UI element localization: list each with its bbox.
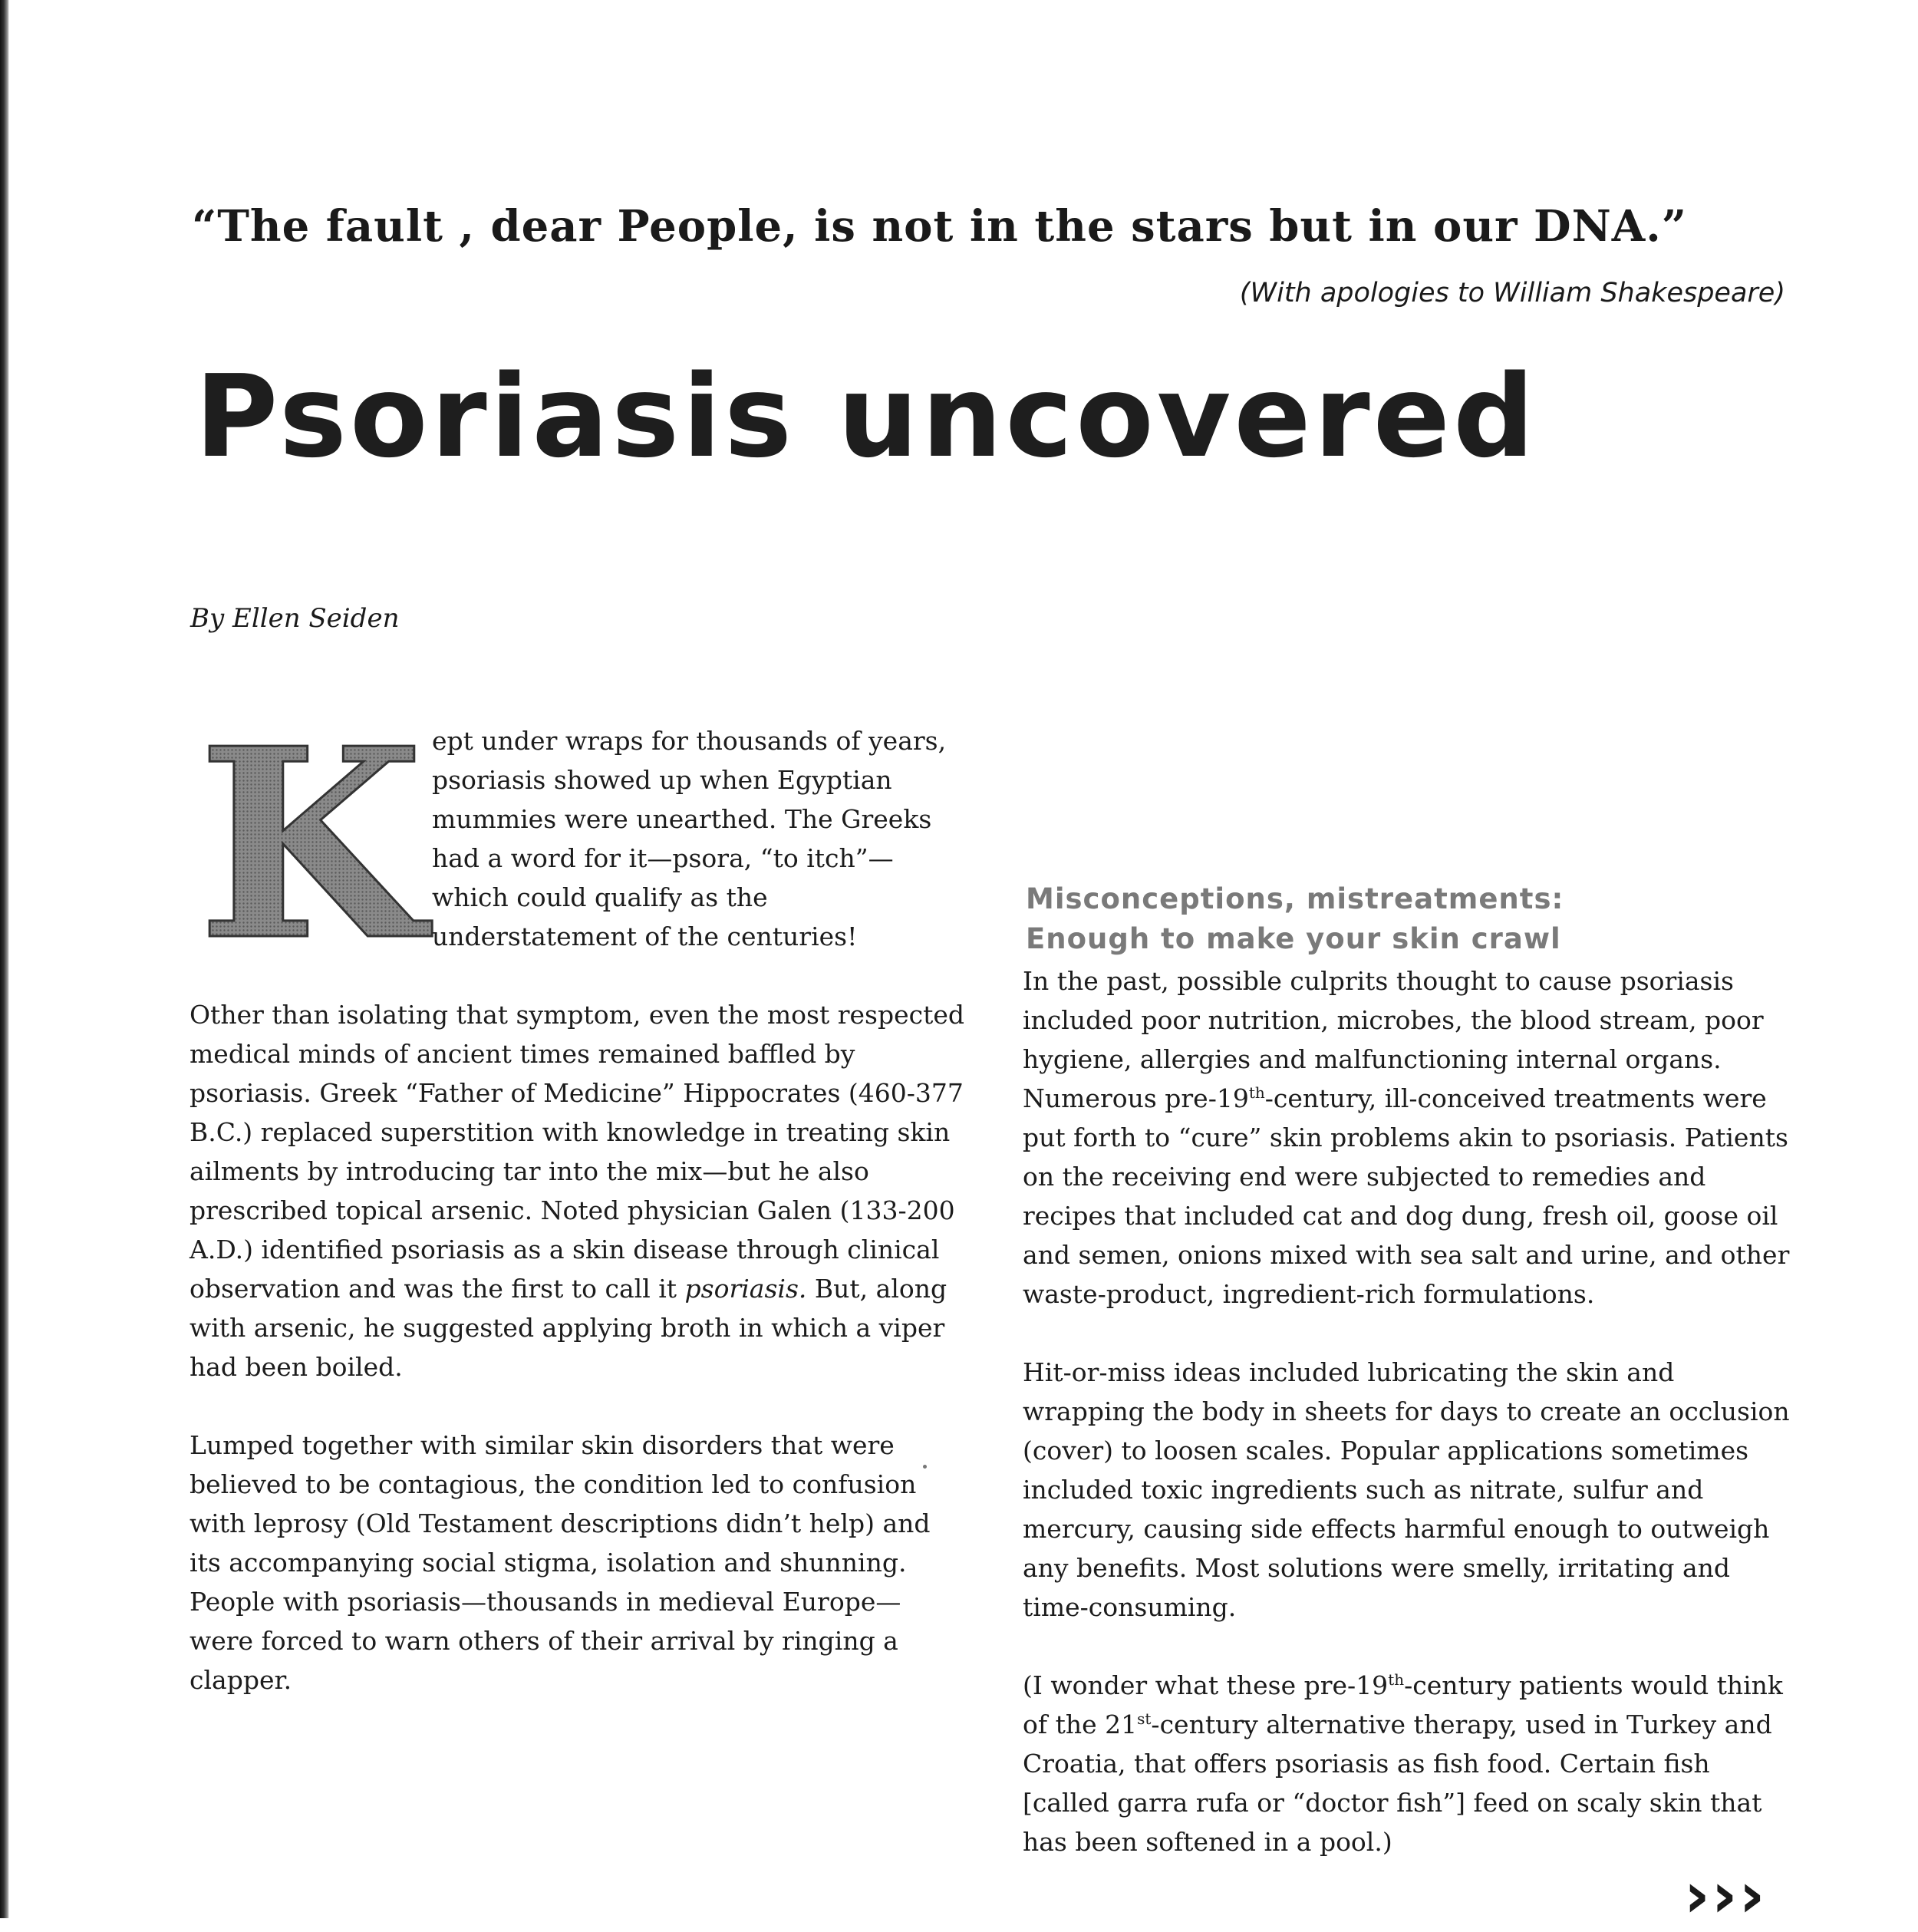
right-paragraph-1: In the past, possible culprits thought to cause psoriasis included poor nutrition, microbes, the blood stream, poor hygiene, allergies and malfunctioning internal organs. Numerous pre-19th-century, ill-conceived treatments were put forth to “cure” skin problems akin to psoriasis. Patients on the receiving end were subjected to remedies and recipes that included cat and dog dung, fresh oil, goose oil and semen, onions mixed with sea salt and urine, and other waste-product, ingredient-rich formulations. — [1023, 966, 1790, 1309]
right-paragraph-2: Hit-or-miss ideas included lubricating the skin and wrapping the body in sheets for days to create an occlusion (cover) to loosen scales. Popular applications sometimes included toxic ingredients such as nitrate, sulfur and mercury, causing side effects harmful enough to outweigh any benefits. Most solutions were smelly, irritating and time-consuming. — [1023, 1357, 1790, 1622]
section-heading — [1026, 879, 1716, 959]
section-heading-line-1: Misconceptions, mistreatments: — [1026, 882, 1564, 915]
right-paragraph-3: (I wonder what these pre-19th-century patients would think of the 21st-century alternative therapy, used in Turkey and Croatia, that offers psoriasis as fish food. Certain fish [called garra rufa or “doctor fish”] feed on scaly skin that has been softened in a pool.) — [1023, 1670, 1783, 1857]
article-byline: By Ellen Seiden — [190, 603, 400, 634]
right-column — [1023, 961, 1790, 1901]
section-heading-line-2: Enough to make your skin crawl — [1026, 922, 1561, 955]
page-edge-shadow — [0, 0, 9, 1918]
intro-paragraph: ept under wraps for thousands of years, psoriasis showed up when Egyptian mummies were unearthed. The Greeks had a word for it—psora, “to itch”—which could qualify as the understatement of the centuries! — [432, 726, 947, 951]
scan-speck — [923, 1465, 927, 1469]
article-title: Psoriasis uncovered — [195, 351, 1537, 483]
svg-text:K: K — [197, 706, 424, 959]
left-column — [189, 995, 964, 1739]
left-paragraph-2: Lumped together with similar skin disorders that were believed to be contagious, the condition led to confusion with leprosy (Old Testament descriptions didn’t help) and its accompanying social stigma, isolation and shunning. People with psoriasis—thousands in medieval Europe—were forced to warn others of their arrival by ringing a clapper. — [189, 1430, 931, 1695]
epigraph-attribution: (With apologies to William Shakespeare) — [1239, 278, 1785, 308]
continue-arrows-icon: ››› — [1684, 1859, 1767, 1932]
left-paragraph-1: Other than isolating that symptom, even the most respected medical minds of ancient times remained baffled by psoriasis. Greek “Father of Medicine” Hippocrates (460-377 B.C.) replaced superstition with knowledge in treating skin ailments by introducing tar into the mix—but he also prescribed topical arsenic. Noted physician Galen (133-200 A.D.) identified psoriasis as a skin disease through clinical observation and was the first to call it psoriasis. But, along with arsenic, he suggested applying broth in which a viper had been boiled. — [189, 1000, 965, 1382]
drop-cap-letter — [184, 706, 437, 959]
epigraph-quote: “The fault , dear People, is not in the stars but in our DNA.” — [192, 201, 1687, 252]
